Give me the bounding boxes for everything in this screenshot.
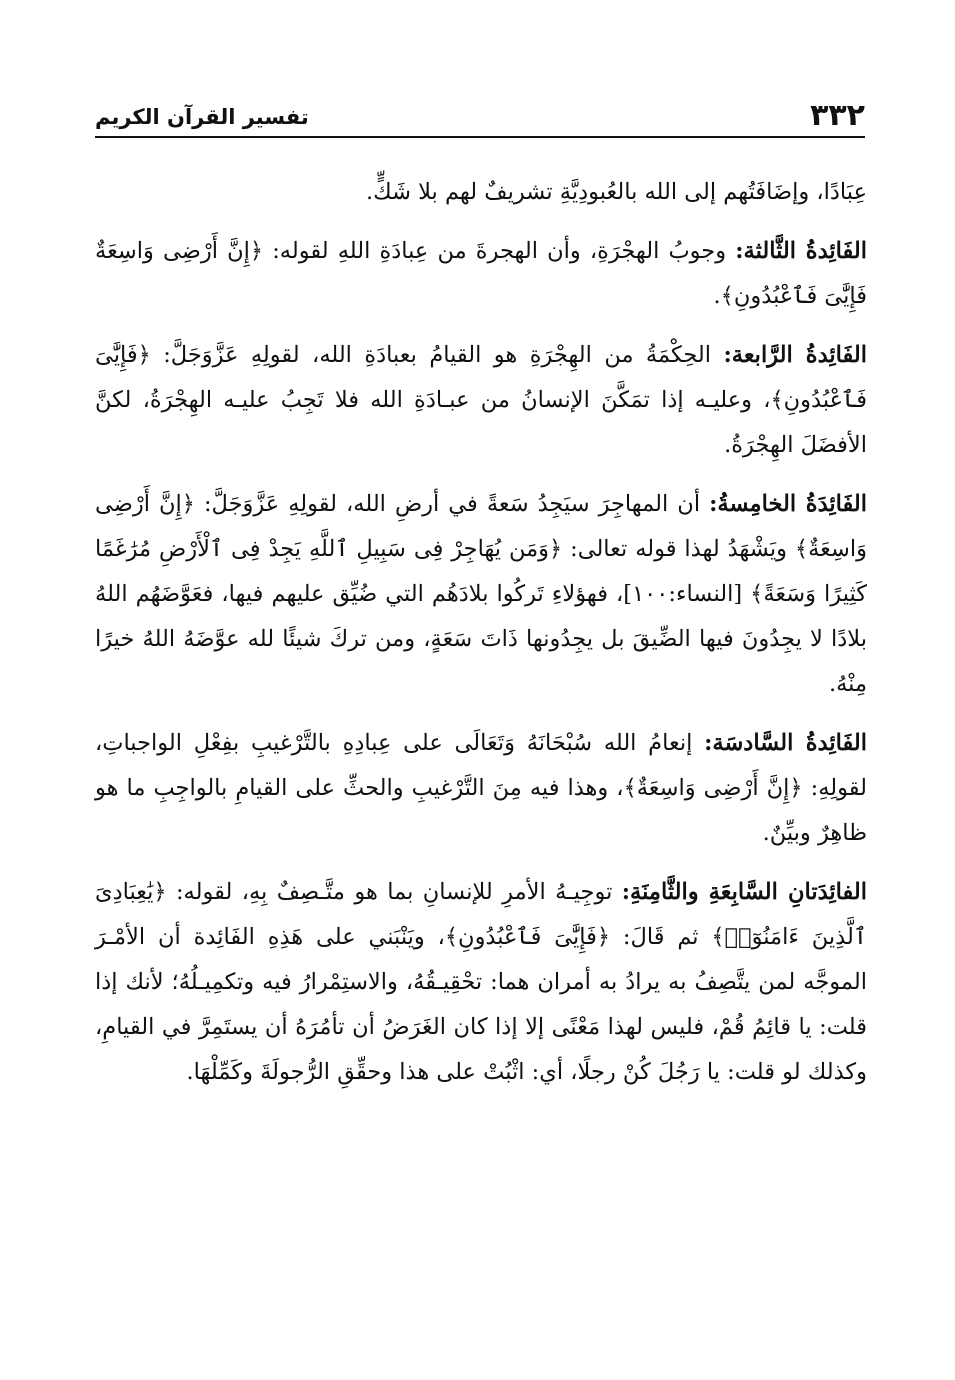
paragraph — [95, 870, 867, 1095]
book-title: تفسير القرآن الكريم — [95, 105, 309, 129]
paragraph-lead: الفَائِدةُ الثَّالثة: — [735, 238, 868, 264]
page-number: ٣٣٢ — [810, 98, 865, 133]
paragraph-lead: الفَائِدةُ السَّادسَة: — [704, 730, 867, 756]
paragraph — [95, 229, 867, 319]
paragraph-text: عِبَادًا، وإضَافَتُهم إلى الله بالعُبودِيَّةِ تشريفٌ لهم بلا شَكٍّ. — [365, 179, 867, 205]
paragraph — [95, 170, 867, 215]
page-body — [95, 170, 867, 1109]
paragraph-text: الحِكْمَةُ من الهِجْرَةِ هو القيامُ بعبادَةِ الله، لقولِهِ عَزَّوَجَلَّ: ﴿فَإِيَّٰىَ فَٱعْبُدُونِ﴾، وعليـه إذا تمَكَّنَ الإنسانُ من عبـادَةِ الله فلا تَجِبُ عليـه الهِجْرَةُ، لكنَّ الأفضَلَ الهِجْرَةُ. — [95, 342, 867, 458]
paragraph-lead: الفَائِدَةُ الخامِسةُ: — [709, 491, 867, 517]
page-header — [95, 96, 865, 138]
paragraph — [95, 482, 867, 707]
paragraph-text: إنعامُ الله سُبْحَانَهُ وَتَعَالَى على عِبادِهِ بالتَّرْغيبِ بفِعْلِ الواجباتِ، لقولِهِ: ﴿إِنَّ أَرْضِى وَاسِعَةٌ﴾، وهذا فيه مِنَ التَّرْغيبِ والحثِّ على القيامِ بالواجِبِ ما هو ظاهِرٌ وبيِّنٌ. — [95, 730, 867, 846]
paragraph — [95, 333, 867, 468]
paragraph — [95, 721, 867, 856]
paragraph-text: وجوبُ الهجْرَةِ، وأن الهجرةَ من عِبادَةِ اللهِ لقوله: ﴿إِنَّ أَرْضِى وَاسِعَةٌ فَإِيَّٰىَ فَٱعْبُدُونِ﴾. — [95, 238, 867, 309]
paragraph-text: أن المهاجِرَ سيَجِدُ سَعةً في أرضِ الله، لقولِهِ عَزَّوَجَلَّ: ﴿إِنَّ أَرْضِى وَاسِعَةٌ﴾ ويَشْهَدُ لهذا قوله تعالى: ﴿وَمَن يُهَاجِرْ فِى سَبِيلِ ٱللَّهِ يَجِدْ فِى ٱلْأَرْضِ مُرَٰغَمًا كَثِيرًا وَسَعَةً﴾ [النساء:١٠٠]، فهؤلاءِ تَركُوا بلادَهُم التي ضُيِّق عليهم فيها، فعَوَّضَهُم اللهُ بلادًا لا يجِدُونَ فيها الضِّيقَ بل يجِدُونها ذَاتَ سَعَةٍ، ومن تركَ شيئًا لله عوَّضَهُ اللهُ خيرًا مِنْهُ. — [95, 491, 867, 697]
paragraph-lead: الفَائِدةُ الرَّابعة: — [723, 342, 868, 368]
paragraph-lead: الفائِدَتانِ السَّابِعَةِ والثَّامِنَةِ: — [621, 879, 868, 905]
paragraph-text: توجِيـهُ الأمرِ للإنسانِ بما هو متَّـصِفٌ بِهِ، لقوله: ﴿يَٰعِبَادِىَ ٱلَّذِينَ ءَامَنُوٓا۟﴾ ثم قَالَ: ﴿فَإِيَّٰىَ فَٱعْبُدُونِ﴾، ويَنْبَني على هَذِهِ الفَائِدة أن الأمْـرَ الموجَّه لمن يتَّصِفُ به يرادُ به أمران هما: تحْقِيـقُهُ، والاستِمْرارُ فيه وتكمِيـلُهُ؛ لأنك إذا قلت: يا قائِمُ قُمْ، فليس لهذا مَعْنًى إلا إذا كان الغَرَضُ أن تأمُرَهُ أن يستَمِرَّ في القيامِ، وكذلك لو قلت: يا رَجُلَ كُنْ رجلًا، أي: اثْبُتْ على هذا وحقِّقِ الرُّجولَةَ وكَمِّلْهَا. — [95, 879, 867, 1085]
